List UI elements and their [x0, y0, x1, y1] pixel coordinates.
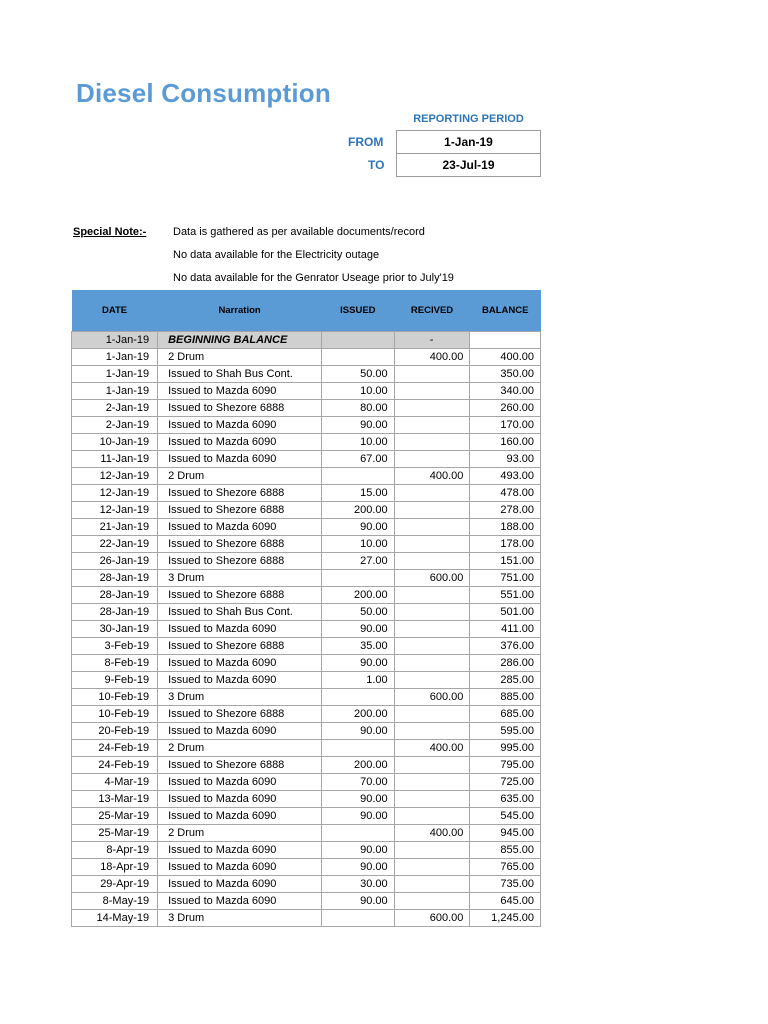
narration-cell: Issued to Mazda 6090 — [158, 842, 322, 859]
column-header-issued: ISSUED — [322, 290, 395, 332]
issued-cell: 90.00 — [322, 808, 395, 825]
date-cell: 29-Apr-19 — [72, 876, 158, 893]
issued-cell — [322, 349, 395, 366]
balance-cell: 285.00 — [470, 672, 541, 689]
table-row — [72, 876, 541, 893]
narration-cell: Issued to Shezore 6888 — [158, 757, 322, 774]
ledger-body — [72, 332, 541, 927]
page-title: Diesel Consumption — [76, 78, 331, 108]
received-cell — [394, 383, 470, 400]
narration-cell: Issued to Mazda 6090 — [158, 434, 322, 451]
date-cell: 25-Mar-19 — [72, 825, 158, 842]
balance-cell — [470, 332, 541, 349]
issued-cell — [322, 689, 395, 706]
issued-cell: 15.00 — [322, 485, 395, 502]
issued-cell — [322, 910, 395, 927]
issued-cell — [322, 740, 395, 757]
date-cell: 8-May-19 — [72, 893, 158, 910]
issued-cell: 80.00 — [322, 400, 395, 417]
balance-cell: 551.00 — [470, 587, 541, 604]
narration-cell: Issued to Shezore 6888 — [158, 536, 322, 553]
to-label: TO — [368, 158, 385, 172]
narration-cell: Issued to Mazda 6090 — [158, 655, 322, 672]
received-cell: - — [394, 332, 470, 349]
table-row — [72, 808, 541, 825]
received-cell — [394, 587, 470, 604]
balance-cell: 501.00 — [470, 604, 541, 621]
narration-cell: Issued to Mazda 6090 — [158, 519, 322, 536]
issued-cell: 1.00 — [322, 672, 395, 689]
received-cell — [394, 774, 470, 791]
date-cell: 1-Jan-19 — [72, 383, 158, 400]
issued-cell: 200.00 — [322, 757, 395, 774]
special-note-line: No data available for the Electricity outage — [173, 249, 380, 261]
table-row — [72, 757, 541, 774]
issued-cell: 10.00 — [322, 536, 395, 553]
date-cell: 30-Jan-19 — [72, 621, 158, 638]
balance-cell: 178.00 — [470, 536, 541, 553]
narration-cell: Issued to Mazda 6090 — [158, 723, 322, 740]
table-row — [72, 485, 541, 502]
column-header-narration: Narration — [158, 290, 322, 332]
date-cell: 1-Jan-19 — [72, 366, 158, 383]
balance-cell: 995.00 — [470, 740, 541, 757]
narration-cell: Issued to Mazda 6090 — [158, 451, 322, 468]
table-row — [72, 689, 541, 706]
table-row — [72, 502, 541, 519]
issued-cell — [322, 332, 395, 349]
narration-cell: Issued to Shah Bus Cont. — [158, 366, 322, 383]
balance-cell: 340.00 — [470, 383, 541, 400]
date-cell: 3-Feb-19 — [72, 638, 158, 655]
table-row — [72, 638, 541, 655]
narration-cell: Issued to Mazda 6090 — [158, 791, 322, 808]
received-cell — [394, 434, 470, 451]
date-cell: 14-May-19 — [72, 910, 158, 927]
date-cell: 13-Mar-19 — [72, 791, 158, 808]
received-cell — [394, 485, 470, 502]
balance-cell: 400.00 — [470, 349, 541, 366]
column-header-date: DATE — [72, 290, 158, 332]
received-cell — [394, 791, 470, 808]
table-row — [72, 400, 541, 417]
special-note-label: Special Note:- — [73, 226, 147, 238]
date-cell: 11-Jan-19 — [72, 451, 158, 468]
date-cell: 22-Jan-19 — [72, 536, 158, 553]
date-cell: 12-Jan-19 — [72, 468, 158, 485]
date-cell: 2-Jan-19 — [72, 417, 158, 434]
balance-cell: 945.00 — [470, 825, 541, 842]
table-row — [72, 434, 541, 451]
narration-cell: Issued to Mazda 6090 — [158, 621, 322, 638]
received-cell — [394, 366, 470, 383]
issued-cell: 90.00 — [322, 893, 395, 910]
table-row — [72, 842, 541, 859]
narration-cell: 3 Drum — [158, 910, 322, 927]
date-cell: 28-Jan-19 — [72, 570, 158, 587]
date-cell: 2-Jan-19 — [72, 400, 158, 417]
table-row — [72, 723, 541, 740]
issued-cell: 67.00 — [322, 451, 395, 468]
issued-cell: 90.00 — [322, 842, 395, 859]
balance-cell: 645.00 — [470, 893, 541, 910]
narration-cell: Issued to Shezore 6888 — [158, 553, 322, 570]
date-cell: 24-Feb-19 — [72, 757, 158, 774]
received-cell — [394, 553, 470, 570]
received-cell: 600.00 — [394, 910, 470, 927]
table-row — [72, 706, 541, 723]
table-row — [72, 825, 541, 842]
received-cell — [394, 400, 470, 417]
narration-cell: Issued to Shah Bus Cont. — [158, 604, 322, 621]
narration-cell: 2 Drum — [158, 468, 322, 485]
received-cell — [394, 502, 470, 519]
table-row — [72, 893, 541, 910]
received-cell — [394, 672, 470, 689]
balance-cell: 725.00 — [470, 774, 541, 791]
balance-cell: 93.00 — [470, 451, 541, 468]
issued-cell: 90.00 — [322, 791, 395, 808]
date-cell: 10-Jan-19 — [72, 434, 158, 451]
received-cell — [394, 536, 470, 553]
narration-cell: Issued to Mazda 6090 — [158, 417, 322, 434]
date-cell: 1-Jan-19 — [72, 349, 158, 366]
balance-cell: 885.00 — [470, 689, 541, 706]
balance-cell: 765.00 — [470, 859, 541, 876]
date-cell: 28-Jan-19 — [72, 587, 158, 604]
table-row — [72, 451, 541, 468]
narration-cell: Issued to Mazda 6090 — [158, 876, 322, 893]
received-cell: 600.00 — [394, 570, 470, 587]
balance-cell: 751.00 — [470, 570, 541, 587]
date-cell: 9-Feb-19 — [72, 672, 158, 689]
balance-cell: 855.00 — [470, 842, 541, 859]
received-cell — [394, 859, 470, 876]
received-cell — [394, 757, 470, 774]
balance-cell: 350.00 — [470, 366, 541, 383]
table-row — [72, 519, 541, 536]
narration-cell: Issued to Mazda 6090 — [158, 808, 322, 825]
from-label: FROM — [348, 135, 384, 149]
balance-cell: 260.00 — [470, 400, 541, 417]
balance-cell: 595.00 — [470, 723, 541, 740]
narration-cell: Issued to Shezore 6888 — [158, 587, 322, 604]
received-cell — [394, 808, 470, 825]
date-cell: 1-Jan-19 — [72, 332, 158, 349]
column-header-received: RECIVED — [394, 290, 470, 332]
table-header-row — [72, 290, 541, 332]
balance-cell: 411.00 — [470, 621, 541, 638]
balance-cell: 160.00 — [470, 434, 541, 451]
received-cell — [394, 706, 470, 723]
balance-cell: 278.00 — [470, 502, 541, 519]
issued-cell: 10.00 — [322, 383, 395, 400]
table-row — [72, 468, 541, 485]
table-row — [72, 349, 541, 366]
narration-cell: Issued to Shezore 6888 — [158, 485, 322, 502]
narration-cell: 2 Drum — [158, 740, 322, 757]
balance-cell: 545.00 — [470, 808, 541, 825]
issued-cell: 90.00 — [322, 723, 395, 740]
balance-cell: 478.00 — [470, 485, 541, 502]
received-cell — [394, 842, 470, 859]
opening-balance-row — [72, 332, 541, 349]
balance-cell: 635.00 — [470, 791, 541, 808]
received-cell — [394, 604, 470, 621]
from-date-value: 1-Jan-19 — [396, 130, 541, 154]
narration-cell: 3 Drum — [158, 570, 322, 587]
date-cell: 12-Jan-19 — [72, 502, 158, 519]
table-row — [72, 587, 541, 604]
issued-cell — [322, 468, 395, 485]
date-cell: 18-Apr-19 — [72, 859, 158, 876]
balance-cell: 286.00 — [470, 655, 541, 672]
date-cell: 28-Jan-19 — [72, 604, 158, 621]
table-row — [72, 740, 541, 757]
table-row — [72, 417, 541, 434]
date-cell: 10-Feb-19 — [72, 706, 158, 723]
received-cell: 400.00 — [394, 825, 470, 842]
reporting-period-header: REPORTING PERIOD — [413, 113, 524, 125]
balance-cell: 151.00 — [470, 553, 541, 570]
balance-cell: 795.00 — [470, 757, 541, 774]
table-row — [72, 536, 541, 553]
date-cell: 8-Feb-19 — [72, 655, 158, 672]
table-row — [72, 621, 541, 638]
date-cell: 12-Jan-19 — [72, 485, 158, 502]
special-note-line: No data available for the Genrator Useage prior to July'19 — [173, 272, 454, 284]
narration-cell: Issued to Mazda 6090 — [158, 774, 322, 791]
table-row — [72, 366, 541, 383]
narration-cell: BEGINNING BALANCE — [158, 332, 322, 349]
narration-cell: Issued to Shezore 6888 — [158, 706, 322, 723]
narration-cell: Issued to Shezore 6888 — [158, 400, 322, 417]
issued-cell: 90.00 — [322, 859, 395, 876]
table-row — [72, 570, 541, 587]
received-cell — [394, 655, 470, 672]
received-cell — [394, 638, 470, 655]
column-header-balance: BALANCE — [470, 290, 541, 332]
issued-cell: 10.00 — [322, 434, 395, 451]
issued-cell: 90.00 — [322, 519, 395, 536]
received-cell — [394, 876, 470, 893]
balance-cell: 170.00 — [470, 417, 541, 434]
issued-cell: 200.00 — [322, 706, 395, 723]
narration-cell: Issued to Mazda 6090 — [158, 383, 322, 400]
table-row — [72, 774, 541, 791]
received-cell — [394, 621, 470, 638]
table-row — [72, 383, 541, 400]
narration-cell: 3 Drum — [158, 689, 322, 706]
received-cell: 400.00 — [394, 468, 470, 485]
issued-cell: 90.00 — [322, 417, 395, 434]
narration-cell: Issued to Mazda 6090 — [158, 893, 322, 910]
received-cell — [394, 723, 470, 740]
special-note-line: Data is gathered as per available documents/record — [173, 226, 425, 238]
date-cell: 20-Feb-19 — [72, 723, 158, 740]
table-row — [72, 859, 541, 876]
date-cell: 8-Apr-19 — [72, 842, 158, 859]
date-cell: 21-Jan-19 — [72, 519, 158, 536]
table-row — [72, 655, 541, 672]
date-cell: 24-Feb-19 — [72, 740, 158, 757]
received-cell — [394, 451, 470, 468]
issued-cell: 50.00 — [322, 366, 395, 383]
issued-cell: 200.00 — [322, 502, 395, 519]
diesel-ledger-table — [71, 290, 541, 927]
issued-cell: 90.00 — [322, 655, 395, 672]
narration-cell: Issued to Shezore 6888 — [158, 638, 322, 655]
narration-cell: Issued to Shezore 6888 — [158, 502, 322, 519]
table-row — [72, 910, 541, 927]
issued-cell: 35.00 — [322, 638, 395, 655]
received-cell: 400.00 — [394, 740, 470, 757]
issued-cell: 50.00 — [322, 604, 395, 621]
narration-cell: Issued to Mazda 6090 — [158, 672, 322, 689]
balance-cell: 735.00 — [470, 876, 541, 893]
issued-cell — [322, 570, 395, 587]
balance-cell: 685.00 — [470, 706, 541, 723]
balance-cell: 493.00 — [470, 468, 541, 485]
date-cell: 26-Jan-19 — [72, 553, 158, 570]
date-cell: 4-Mar-19 — [72, 774, 158, 791]
table-row — [72, 604, 541, 621]
balance-cell: 1,245.00 — [470, 910, 541, 927]
issued-cell: 90.00 — [322, 621, 395, 638]
issued-cell: 70.00 — [322, 774, 395, 791]
received-cell: 400.00 — [394, 349, 470, 366]
received-cell — [394, 893, 470, 910]
date-cell: 25-Mar-19 — [72, 808, 158, 825]
to-date-value: 23-Jul-19 — [396, 153, 541, 177]
received-cell — [394, 417, 470, 434]
balance-cell: 376.00 — [470, 638, 541, 655]
narration-cell: 2 Drum — [158, 349, 322, 366]
table-row — [72, 791, 541, 808]
received-cell — [394, 519, 470, 536]
balance-cell: 188.00 — [470, 519, 541, 536]
narration-cell: Issued to Mazda 6090 — [158, 859, 322, 876]
issued-cell: 27.00 — [322, 553, 395, 570]
date-cell: 10-Feb-19 — [72, 689, 158, 706]
issued-cell — [322, 825, 395, 842]
issued-cell: 200.00 — [322, 587, 395, 604]
table-row — [72, 553, 541, 570]
received-cell: 600.00 — [394, 689, 470, 706]
table-row — [72, 672, 541, 689]
narration-cell: 2 Drum — [158, 825, 322, 842]
issued-cell: 30.00 — [322, 876, 395, 893]
